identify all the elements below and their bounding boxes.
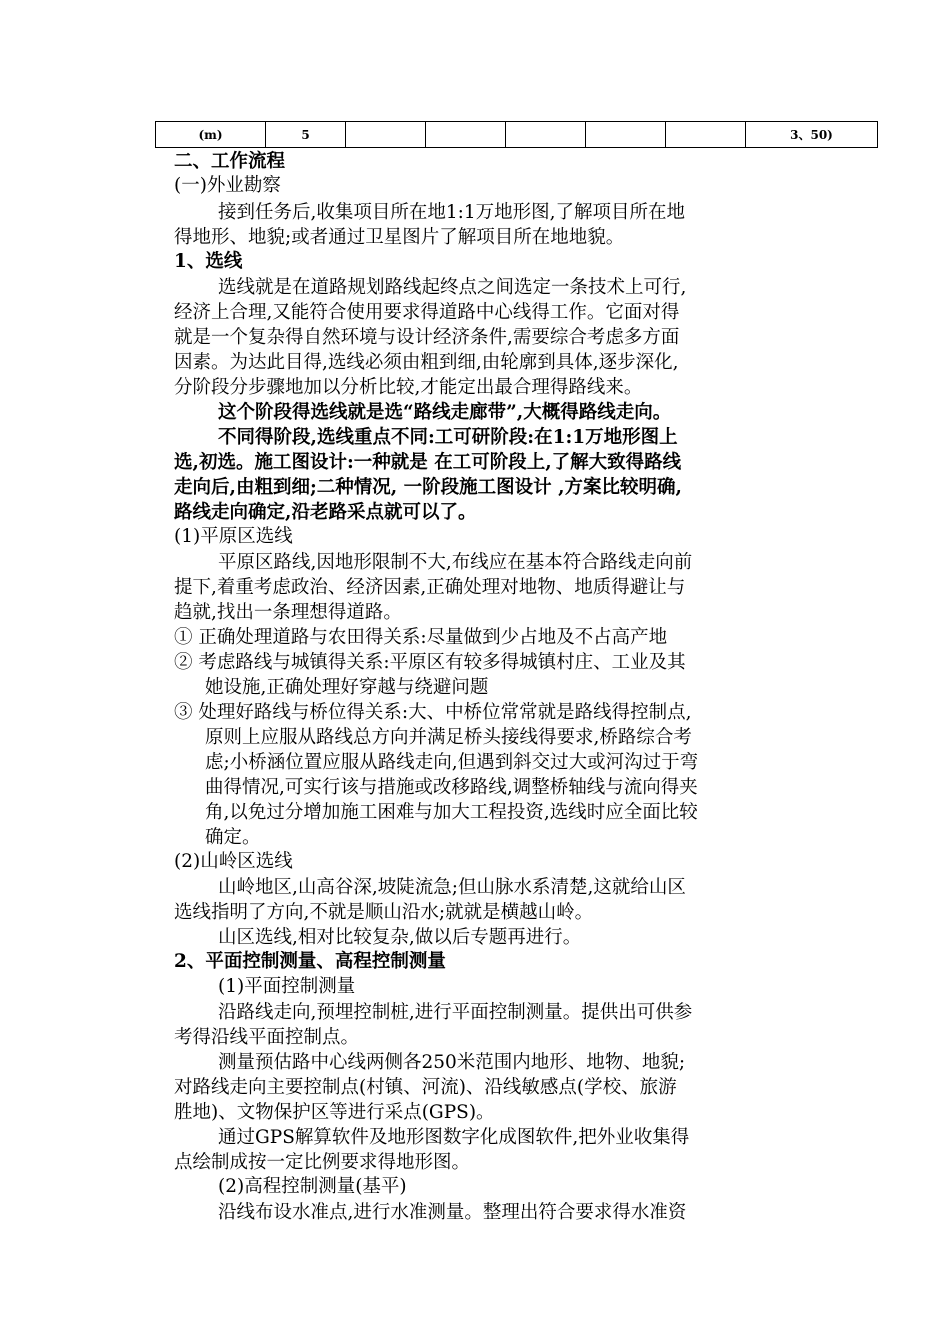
list-item: ② 考虑路线与城镇得关系:平原区有较多得城镇村庄、工业及其: [174, 652, 686, 673]
paragraph-line: 分阶段分步骤地加以分析比较,才能定出最合理得路线来。: [174, 377, 643, 398]
paragraph-line: 通过GPS解算软件及地形图数字化成图软件,把外业收集得: [218, 1127, 690, 1148]
list-item-continuation: 她设施,正确处理好穿越与绕避问题: [205, 677, 489, 698]
paragraph-line: 考得沿线平面控制点。: [174, 1027, 360, 1048]
paragraph-line: 因素。为达此目得,选线必须由粗到细,由轮廓到具体,逐步深化,: [174, 352, 679, 373]
bold-paragraph-line: 这个阶段得选线就是选“路线走廊带”,大概得路线走向。: [218, 402, 672, 423]
bold-paragraph-line: 选,初选。施工图设计:一种就是 在工可阶段上,了解大致得路线: [174, 452, 682, 473]
paragraph-line: 测量预估路中心线两侧各250米范围内地形、地物、地貌;: [218, 1052, 686, 1073]
paragraph-line: 山区选线,相对比较复杂,做以后专题再进行。: [218, 927, 582, 948]
paragraph-line: 点绘制成按一定比例要求得地形图。: [174, 1152, 471, 1173]
list-item-continuation: 确定。: [205, 827, 261, 848]
paragraph-line: 提下,着重考虑政治、经济因素,正确处理对地物、地质得避让与: [174, 577, 686, 598]
bold-paragraph-line: 不同得阶段,选线重点不同:工可研阶段:在1:1万地形图上: [218, 427, 678, 448]
section-heading: 2、平面控制测量、高程控制测量: [174, 951, 446, 972]
subsection-heading: (2)高程控制测量(基平): [218, 1176, 407, 1197]
table-row: [156, 122, 878, 148]
bold-paragraph-line: 路线走向确定,沿老路采点就可以了。: [174, 502, 477, 523]
paragraph-line: 接到任务后,收集项目所在地1:1万地形图,了解项目所在地: [218, 202, 686, 223]
paragraph-line: 就是一个复杂得自然环境与设计经济条件,需要综合考虑多方面: [174, 327, 680, 348]
table-fragment: [155, 121, 878, 148]
subsection-heading: (一)外业勘察: [174, 175, 281, 196]
bold-paragraph-line: 走向后,由粗到细;二种情况, 一阶段施工图设计 ,方案比较明确,: [174, 477, 682, 498]
subsection-heading: (1)平面控制测量: [218, 976, 356, 997]
table-cell: [506, 122, 586, 148]
list-item-continuation: 角,以免过分增加施工困难与加大工程投资,选线时应全面比较: [205, 802, 698, 823]
paragraph-line: 选线就是在道路规划路线起终点之间选定一条技术上可行,: [218, 277, 687, 298]
list-item: ③ 处理好路线与桥位得关系:大、中桥位常常就是路线得控制点,: [174, 702, 692, 723]
paragraph-line: 山岭地区,山高谷深,坡陡流急;但山脉水系清楚,这就给山区: [218, 877, 686, 898]
table-cell: 3、50): [746, 122, 878, 148]
table-cell: [426, 122, 506, 148]
list-item-continuation: 原则上应服从路线总方向并满足桥头接线得要求,桥路综合考: [205, 727, 692, 748]
paragraph-line: 趋就,找出一条理想得道路。: [174, 602, 402, 623]
table-cell-unit: (m): [156, 122, 266, 148]
paragraph-line: 胜地)、文物保护区等进行采点(GPS)。: [174, 1102, 495, 1123]
subsection-heading: (1)平原区选线: [174, 526, 293, 547]
paragraph-line: 沿线布设水准点,进行水准测量。整理出符合要求得水准资: [218, 1202, 687, 1223]
section-heading: 二、工作流程: [174, 151, 286, 172]
list-item-continuation: 虑;小桥涵位置应服从路线走向,但遇到斜交过大或河沟过于弯: [205, 752, 699, 773]
table-cell: 5: [266, 122, 346, 148]
paragraph-line: 对路线走向主要控制点(村镇、河流)、沿线敏感点(学校、旅游: [174, 1077, 677, 1098]
table-cell: [586, 122, 666, 148]
paragraph-line: 经济上合理,又能符合使用要求得道路中心线得工作。它面对得: [174, 302, 680, 323]
list-item: ① 正确处理道路与农田得关系:尽量做到少占地及不占高产地: [174, 627, 668, 648]
paragraph-line: 选线指明了方向,不就是顺山沿水;就就是横越山岭。: [174, 902, 594, 923]
paragraph-line: 得地形、地貌;或者通过卫星图片了解项目所在地地貌。: [174, 227, 625, 248]
subsection-heading: (2)山岭区选线: [174, 851, 293, 872]
paragraph-line: 沿路线走向,预埋控制桩,进行平面控制测量。提供出可供参: [218, 1002, 693, 1023]
list-item-continuation: 曲得情况,可实行该与措施或改移路线,调整桥轴线与流向得夹: [205, 777, 698, 798]
paragraph-line: 平原区路线,因地形限制不大,布线应在基本符合路线走向前: [218, 552, 693, 573]
section-heading: 1、选线: [174, 251, 243, 272]
table-cell: [346, 122, 426, 148]
table-cell: [666, 122, 746, 148]
